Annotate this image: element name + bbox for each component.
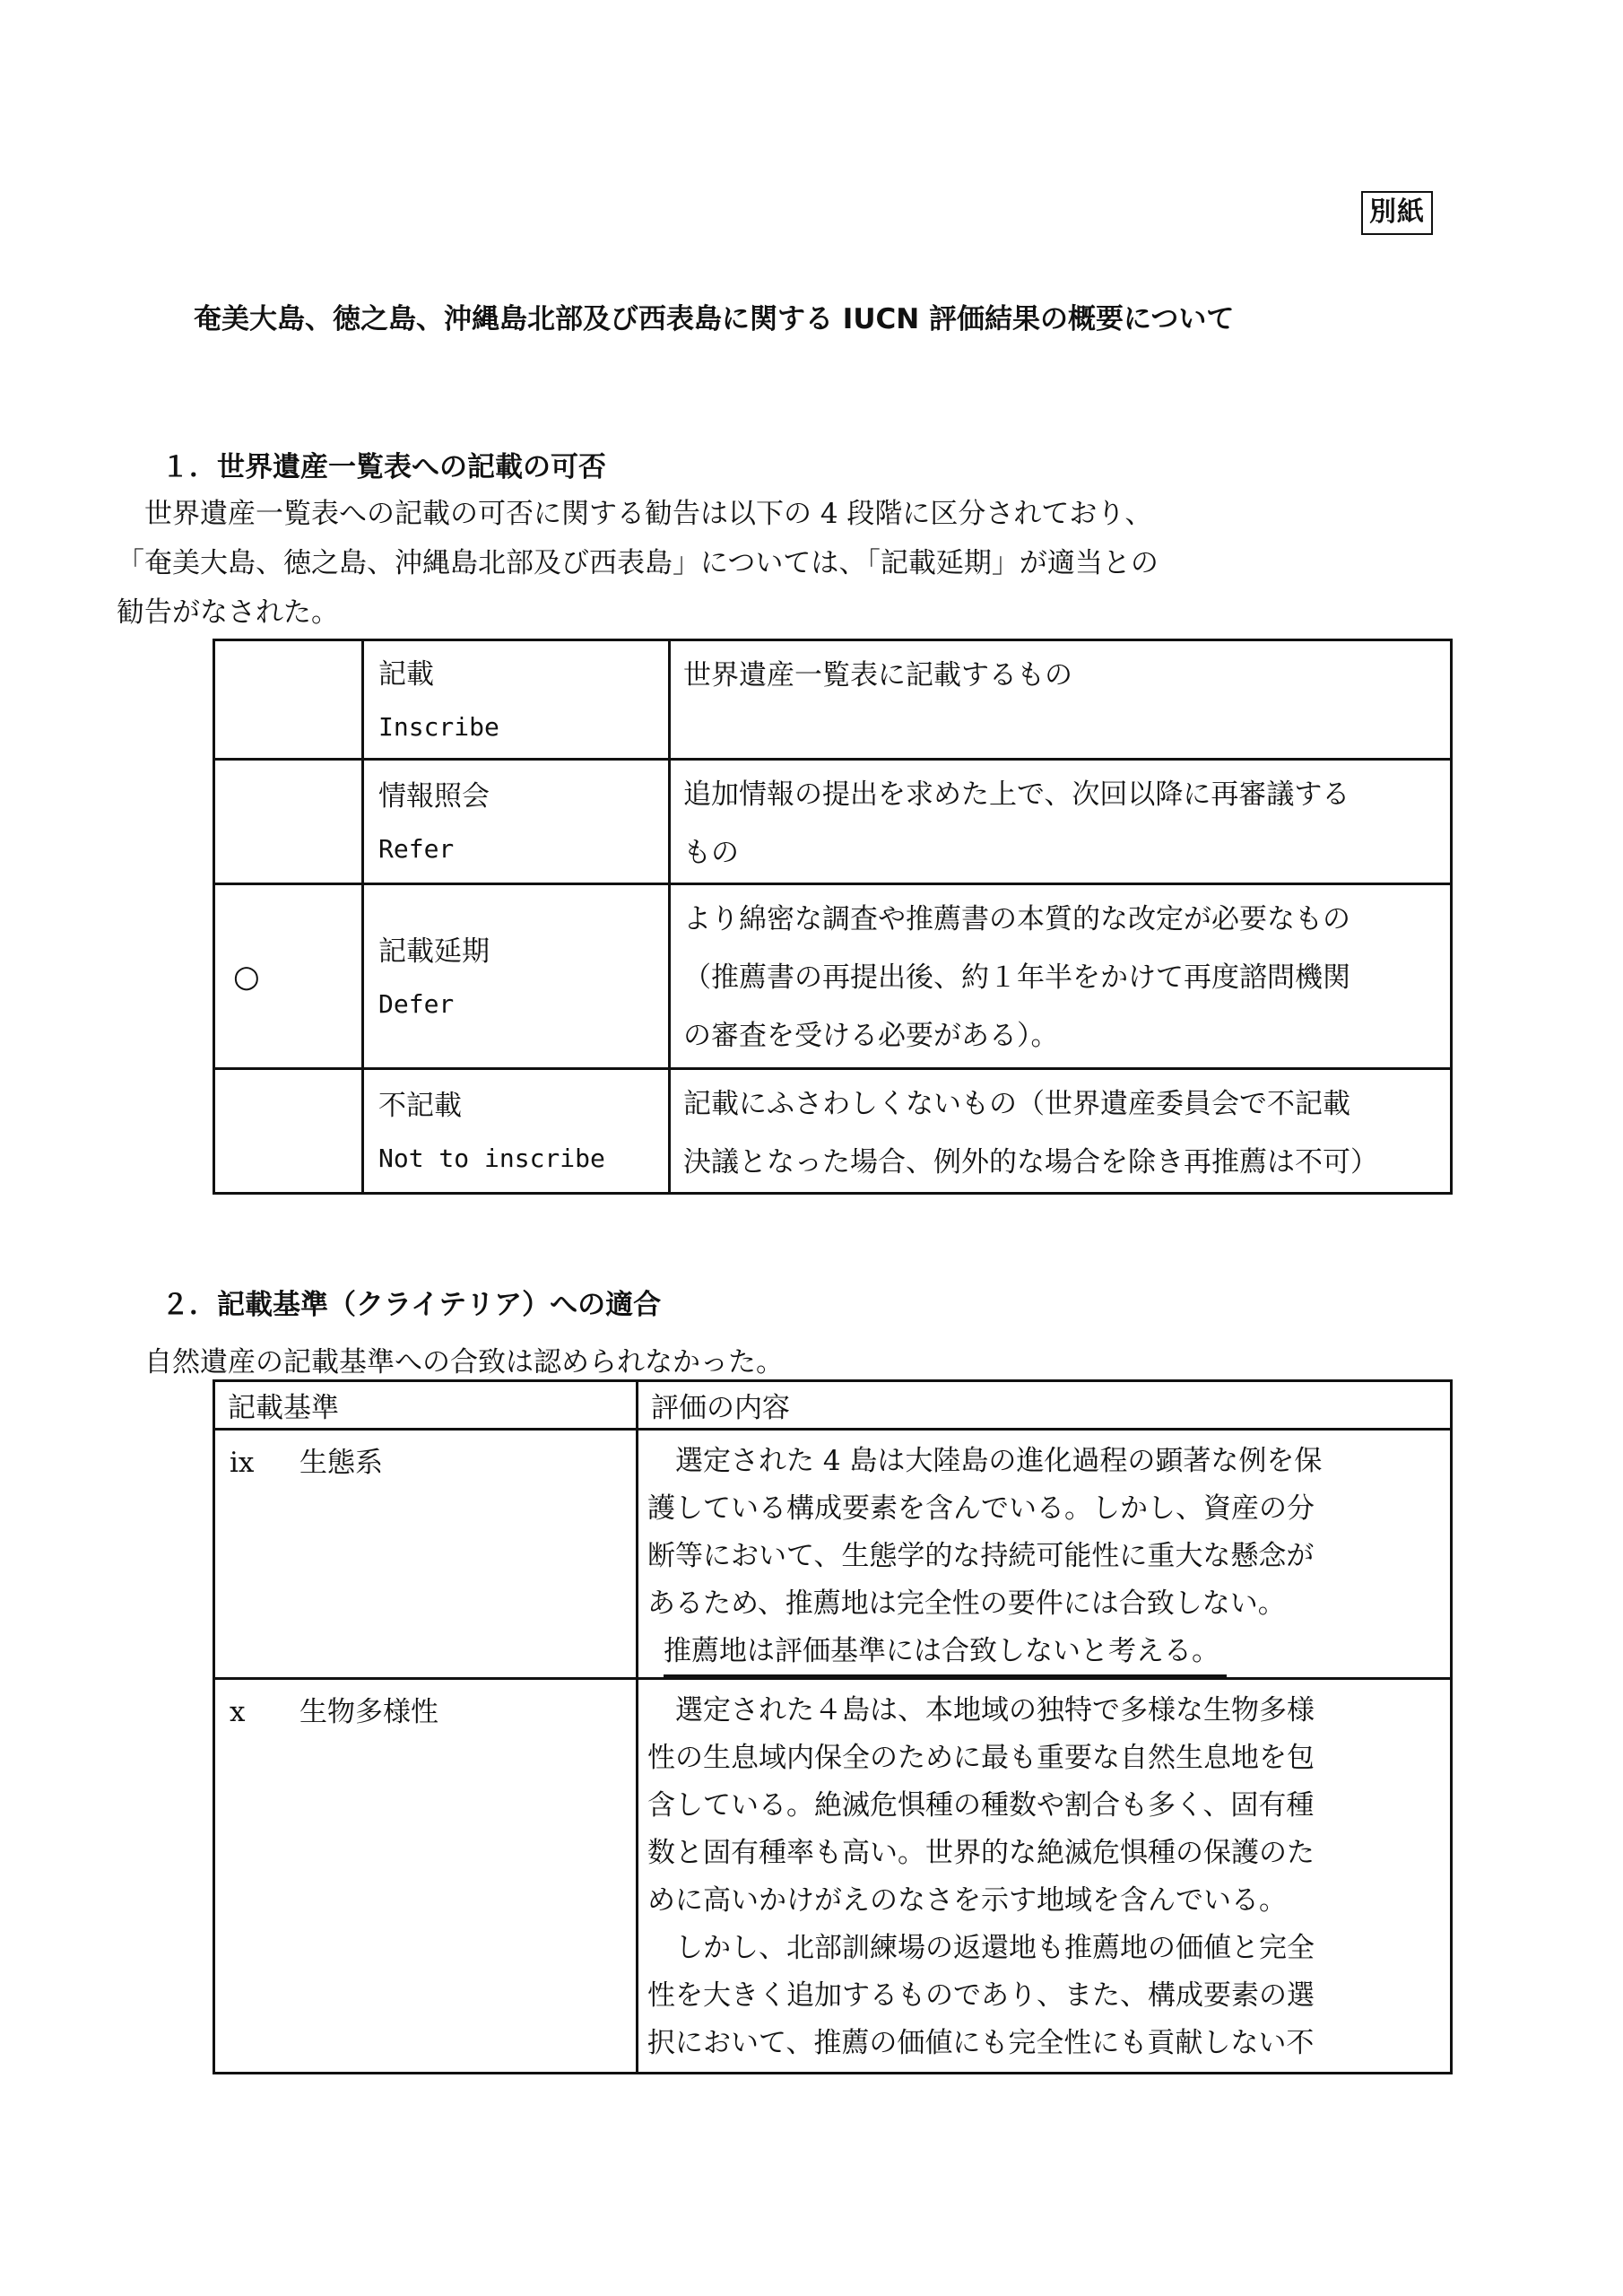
category-label-en: Inscribe bbox=[378, 712, 499, 742]
text-line: 決議となった場合、例外的な場合を除き再推薦は不可） bbox=[683, 1146, 1378, 1178]
text-line: 護している構成要素を含んでいる。しかし、資産の分 bbox=[647, 1492, 1315, 1525]
table-header-row bbox=[214, 1381, 1452, 1430]
text-line: 自然遺産の記載基準への合致は認められなかった。 bbox=[117, 1346, 784, 1378]
section2-heading: ２．記載基準（クライテリア）への適合 bbox=[161, 1289, 662, 1321]
label-cell bbox=[363, 640, 670, 760]
text-line: 選定された 4 島は大陸島の進化過程の顕著な例を保 bbox=[647, 1445, 1323, 1477]
section1-intro-paragraph bbox=[117, 490, 1471, 638]
category-label-en: Not to inscribe bbox=[378, 1144, 605, 1173]
text-line: （推薦書の再提出後、約１年半をかけて再度諮問機関 bbox=[683, 961, 1350, 994]
mark-cell bbox=[214, 1069, 363, 1194]
criterion-name: 生態系 bbox=[299, 1447, 383, 1479]
text-line: しかし、北部訓練場の返還地も推薦地の価値と完全 bbox=[647, 1932, 1315, 1964]
table-row bbox=[214, 884, 1452, 1069]
mark-cell bbox=[214, 760, 363, 884]
underlined-conclusion: 推薦地は評価基準には合致しないと考える。 bbox=[664, 1630, 1227, 1677]
criterion-cell bbox=[214, 1679, 638, 2074]
text-line: より綿密な調査や推薦書の本質的な改定が必要なもの bbox=[683, 903, 1350, 935]
text-line: 世界遺産一覧表への記載の可否に関する勧告は以下の 4 段階に区分されており、 bbox=[117, 498, 1153, 530]
text-line: あるため、推薦地は完全性の要件には合致しない。 bbox=[647, 1587, 1286, 1620]
text-line: 世界遺産一覧表に記載するもの bbox=[683, 659, 1072, 691]
conclusion-line bbox=[664, 1628, 1441, 1677]
text-line: めに高いかけがえのなさを示す地域を含んでいる。 bbox=[647, 1884, 1287, 1917]
criterion-cell bbox=[214, 1430, 638, 1679]
text-line: 「奄美大島、徳之島、沖縄島北部及び西表島」については、「記載延期」が適当との bbox=[117, 547, 1159, 579]
criterion-number: ix bbox=[230, 1447, 255, 1479]
criterion-name: 生物多様性 bbox=[299, 1696, 438, 1728]
text-line: 性の生息域内保全のために最も重要な自然生息地を包 bbox=[647, 1742, 1315, 1774]
table-row bbox=[214, 760, 1452, 884]
criteria-evaluation-table bbox=[213, 1379, 1453, 2074]
attachment-tag-box bbox=[1361, 191, 1433, 235]
text-line: 勧告がなされた。 bbox=[117, 596, 339, 629]
defer-selected-mark: ○ bbox=[214, 884, 363, 1069]
desc-cell bbox=[670, 1069, 1452, 1194]
text-line: の審査を受ける必要がある）。 bbox=[683, 1020, 1059, 1052]
criterion-number: x bbox=[230, 1696, 246, 1728]
text-line: 択において、推薦の価値にも完全性にも貢献しない不 bbox=[647, 2027, 1315, 2059]
category-label-en: Refer bbox=[378, 834, 455, 864]
table-row bbox=[214, 1679, 1452, 2074]
label-cell bbox=[363, 1069, 670, 1194]
category-label-ja: 不記載 bbox=[378, 1090, 462, 1122]
attachment-tag-label: 別紙 bbox=[1369, 196, 1425, 228]
document-title: 奄美大島、徳之島、沖縄島北部及び西表島に関する IUCN 評価結果の概要について bbox=[194, 303, 1235, 335]
desc-cell bbox=[670, 640, 1452, 760]
table-row bbox=[214, 640, 1452, 760]
table-row bbox=[214, 1069, 1452, 1194]
category-label-ja: 記載延期 bbox=[378, 935, 490, 968]
text-line: 数と固有種率も高い。世界的な絶滅危惧種の保護のた bbox=[647, 1837, 1315, 1869]
category-label-en: Defer bbox=[378, 988, 455, 1019]
category-label-ja: 情報照会 bbox=[378, 780, 490, 813]
section1-heading: １．世界遺産一覧表への記載の可否 bbox=[161, 451, 606, 483]
text-line: 選定された４島は、本地域の独特で多様な生物多様 bbox=[647, 1694, 1315, 1726]
text-line: 性を大きく追加するものであり、また、構成要素の選 bbox=[647, 1979, 1315, 2012]
desc-cell bbox=[670, 884, 1452, 1069]
text-line: 記載にふさわしくないもの（世界遺産委員会で不記載 bbox=[683, 1088, 1350, 1120]
criteria-column-header: 記載基準 bbox=[214, 1381, 638, 1430]
content-cell bbox=[638, 1430, 1452, 1679]
text-line: 断等において、生態学的な持続可能性に重大な懸念が bbox=[647, 1540, 1315, 1572]
label-cell bbox=[363, 884, 670, 1069]
mark-cell bbox=[214, 640, 363, 760]
content-cell bbox=[638, 1679, 1452, 2074]
content-column-header: 評価の内容 bbox=[638, 1381, 1452, 1430]
recommendation-categories-table bbox=[213, 639, 1453, 1195]
category-label-ja: 記載 bbox=[378, 658, 434, 691]
label-cell bbox=[363, 760, 670, 884]
text-line: 含している。絶滅危惧種の種数や割合も多く、固有種 bbox=[647, 1789, 1315, 1822]
text-line: もの bbox=[683, 837, 739, 869]
text-line: 追加情報の提出を求めた上で、次回以降に再審議する bbox=[683, 778, 1350, 811]
table-row bbox=[214, 1430, 1452, 1679]
desc-cell bbox=[670, 760, 1452, 884]
